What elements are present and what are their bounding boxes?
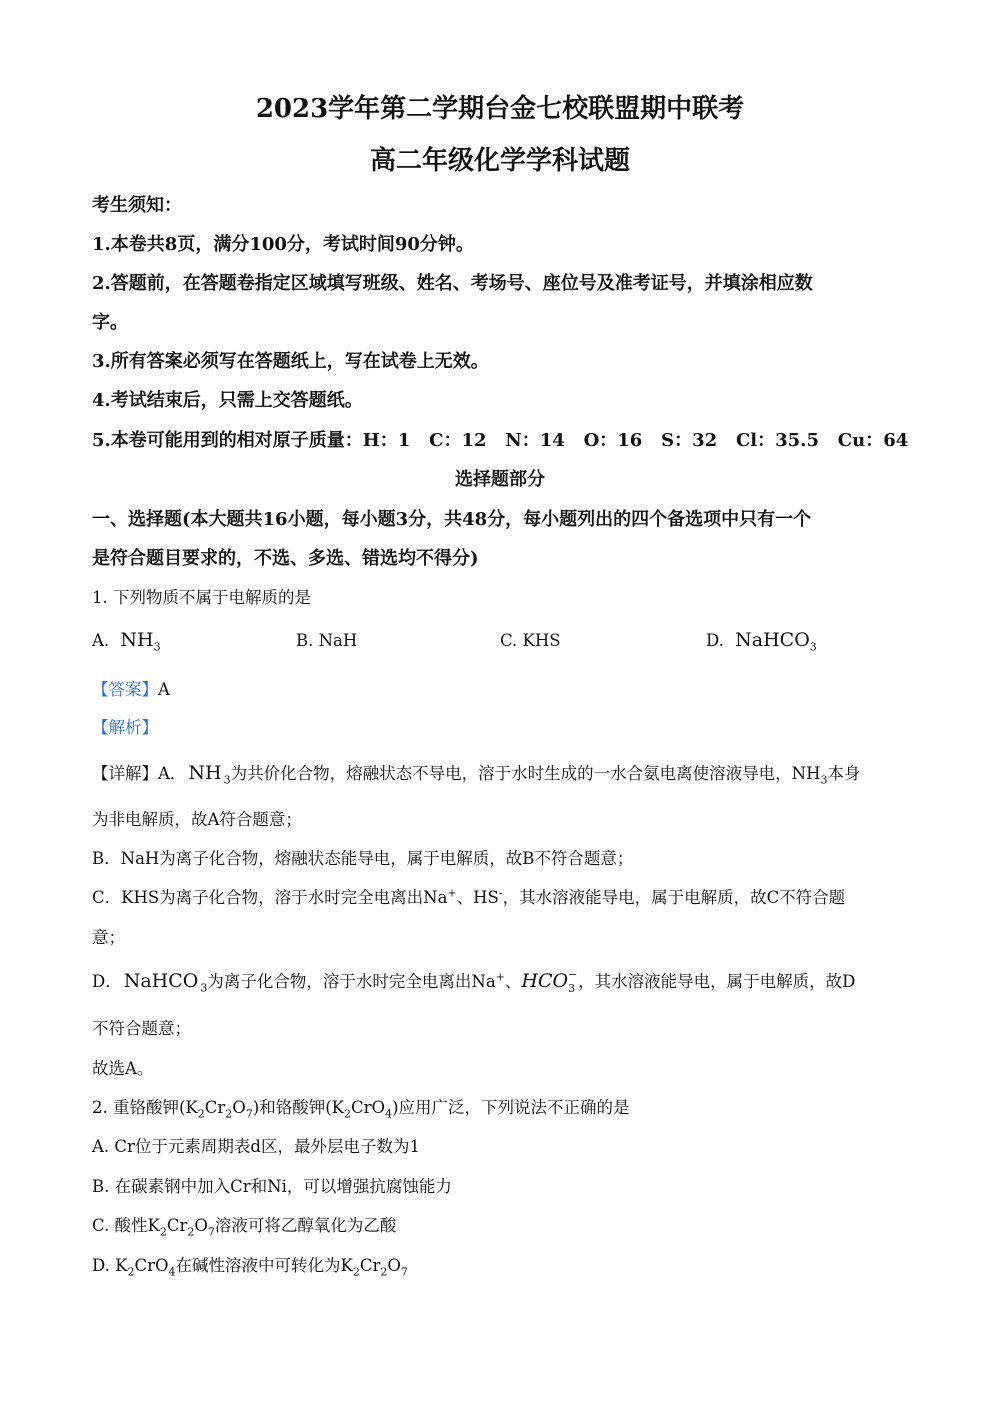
detail-d-ion: HCO — [521, 970, 569, 992]
exam-subtitle: 高二年级化学学科试题 — [369, 146, 630, 176]
detail-a-sub2: 3 — [820, 773, 828, 787]
q1-detail-c — [92, 884, 845, 908]
q1-detail-b: B．NaH为离子化合物，熔融状态能导电，属于电解质，故B不符合题意； — [92, 849, 634, 868]
detail-d-tail: ，其水溶液能导电，属于电解质，故D — [578, 972, 856, 991]
section-instruction-1: 一、选择题(本大题共16小题，每小题3分，共48分，每小题列出的四个备选项中只有一个 — [92, 509, 812, 530]
answer-label: 【答案】 — [92, 680, 158, 699]
notice-item-2-cont: 字。 — [92, 312, 128, 333]
detail-d-ion-scripts — [568, 967, 578, 995]
q1-detail-c-line2: 意； — [92, 928, 125, 947]
detail-d-formula-sub: 3 — [200, 981, 208, 995]
notice-item-5: 5.本卷可能用到的相对原子质量：H：1 C：12 N：14 O：16 S：32 Cl：35.5 Cu：64 — [92, 430, 909, 451]
q2-option-d-sub: 4 — [168, 1265, 176, 1279]
section-title: 选择题部分 — [455, 469, 545, 490]
q2-stem-part: O — [232, 1098, 246, 1117]
q2-option-d-part: CrO — [134, 1256, 169, 1275]
q2-stem-part: CrO — [351, 1098, 386, 1117]
q1-detail-a-line2: 为非电解质，故A符合题意； — [92, 810, 302, 829]
q1-stem: 1. 下列物质不属于电解质的是 — [92, 588, 311, 607]
detail-d-ion-sup: − — [568, 967, 578, 981]
section-instruction-2: 是符合题目要求的，不选、多选、错选均不得分) — [92, 548, 479, 569]
q2-option-a: A. Cr位于元素周期表d区，最外层电子数为1 — [92, 1137, 420, 1156]
detail-a-formula-sub: 3 — [223, 773, 231, 787]
q2-option-d-sub: 7 — [400, 1265, 408, 1279]
q1-detail-d-line2: 不符合题意； — [92, 1019, 191, 1038]
q2-option-d-sub: 2 — [380, 1265, 388, 1279]
detail-c-tail: ，其水溶液能导电，属于电解质，故C不符合题 — [502, 888, 846, 907]
q2-stem — [92, 1094, 630, 1120]
detail-label: 【详解】A． — [92, 764, 187, 783]
notice-item-3: 3.所有答案必须写在答题纸上，写在试卷上无效。 — [92, 351, 489, 372]
detail-a-text: 为共价化合物，熔融状态不导电，溶于水时生成的一水合氨电离使溶液导电，NH — [230, 764, 821, 783]
q1-option-b: B. NaH — [296, 631, 358, 650]
q2-stem-sub: 2 — [344, 1107, 352, 1121]
notice-item-4: 4.考试结束后，只需上交答题纸。 — [92, 390, 363, 411]
detail-c-sup1: + — [447, 886, 457, 900]
q1-conclusion: 故选A。 — [92, 1059, 154, 1078]
option-d-formula: NaHCO — [735, 629, 810, 651]
q2-option-d-sub: 2 — [352, 1265, 360, 1279]
q1-option-c: C. KHS — [500, 631, 561, 650]
q2-stem-part: )应用广泛，下列说法不正确的是 — [392, 1098, 630, 1117]
q1-option-a — [92, 629, 161, 653]
q1-option-d — [706, 629, 817, 653]
q1-detail-d — [92, 968, 855, 994]
option-a-formula: NH — [120, 629, 154, 651]
detail-c-text: C．KHS为离子化合物，溶于水时完全电离出Na — [92, 888, 448, 907]
detail-c-sup2: - — [498, 886, 503, 900]
option-a-label: A. — [92, 631, 110, 650]
q2-stem-part: 2. 重铬酸钾(K — [92, 1098, 198, 1117]
q2-option-c-sub: 2 — [187, 1225, 195, 1239]
q2-stem-sub: 7 — [245, 1107, 253, 1121]
q2-option-c — [92, 1212, 396, 1238]
q2-option-d-part: O — [387, 1256, 401, 1275]
q2-option-c-part: C. 酸性K — [92, 1216, 160, 1235]
detail-d-formula: NaHCO — [123, 970, 199, 992]
detail-d-text: 为离子化合物，溶于水时完全电离出Na — [207, 972, 496, 991]
q1-analysis-label: 【解析】 — [92, 718, 158, 737]
q2-stem-sub: 2 — [225, 1107, 233, 1121]
detail-a-tail: 本身 — [827, 764, 861, 783]
notice-item-2: 2.答题前，在答题卷指定区域填写班级、姓名、考场号、座位号及准考证号，并填涂相应数 — [92, 273, 813, 294]
q1-answer — [92, 676, 170, 700]
q2-option-c-sub: 7 — [207, 1225, 215, 1239]
q2-option-c-part: O — [194, 1216, 208, 1235]
q2-option-d — [92, 1252, 408, 1278]
q2-option-d-part: D. K — [92, 1256, 128, 1275]
detail-d-sep: 、 — [504, 972, 522, 991]
exam-title: 2023学年第二学期台金七校联盟期中联考 — [255, 94, 745, 124]
option-a-subscript: 3 — [153, 640, 161, 654]
answer-value: A — [158, 680, 170, 699]
option-d-label: D. — [706, 631, 724, 650]
q2-option-d-sub: 2 — [127, 1265, 135, 1279]
q2-stem-part: )和铬酸钾(K — [252, 1098, 345, 1117]
detail-c-mid: 、HS — [456, 888, 499, 907]
notice-heading: 考生须知： — [92, 195, 182, 216]
q2-option-d-part: 在碱性溶液中可转化为K — [175, 1256, 353, 1275]
q1-detail-a — [92, 760, 860, 786]
q2-stem-part: Cr — [204, 1098, 226, 1117]
q2-option-b: B. 在碳素钢中加入Cr和Ni，可以增强抗腐蚀能力 — [92, 1177, 452, 1196]
q2-option-c-part: 溶液可将乙醇氧化为乙酸 — [214, 1216, 397, 1235]
detail-a-formula: NH — [188, 762, 222, 784]
detail-d-sup: + — [495, 970, 505, 984]
detail-d-label: D． — [92, 972, 122, 991]
notice-item-1: 1.本卷共8页，满分100分，考试时间90分钟。 — [92, 234, 474, 255]
q2-option-c-part: Cr — [166, 1216, 188, 1235]
q2-option-c-sub: 2 — [159, 1225, 167, 1239]
q2-stem-sub: 4 — [385, 1107, 393, 1121]
option-d-subscript: 3 — [809, 640, 817, 654]
q2-option-d-part: Cr — [359, 1256, 381, 1275]
detail-d-ion-sub: 3 — [568, 981, 576, 995]
q2-stem-sub: 2 — [197, 1107, 205, 1121]
